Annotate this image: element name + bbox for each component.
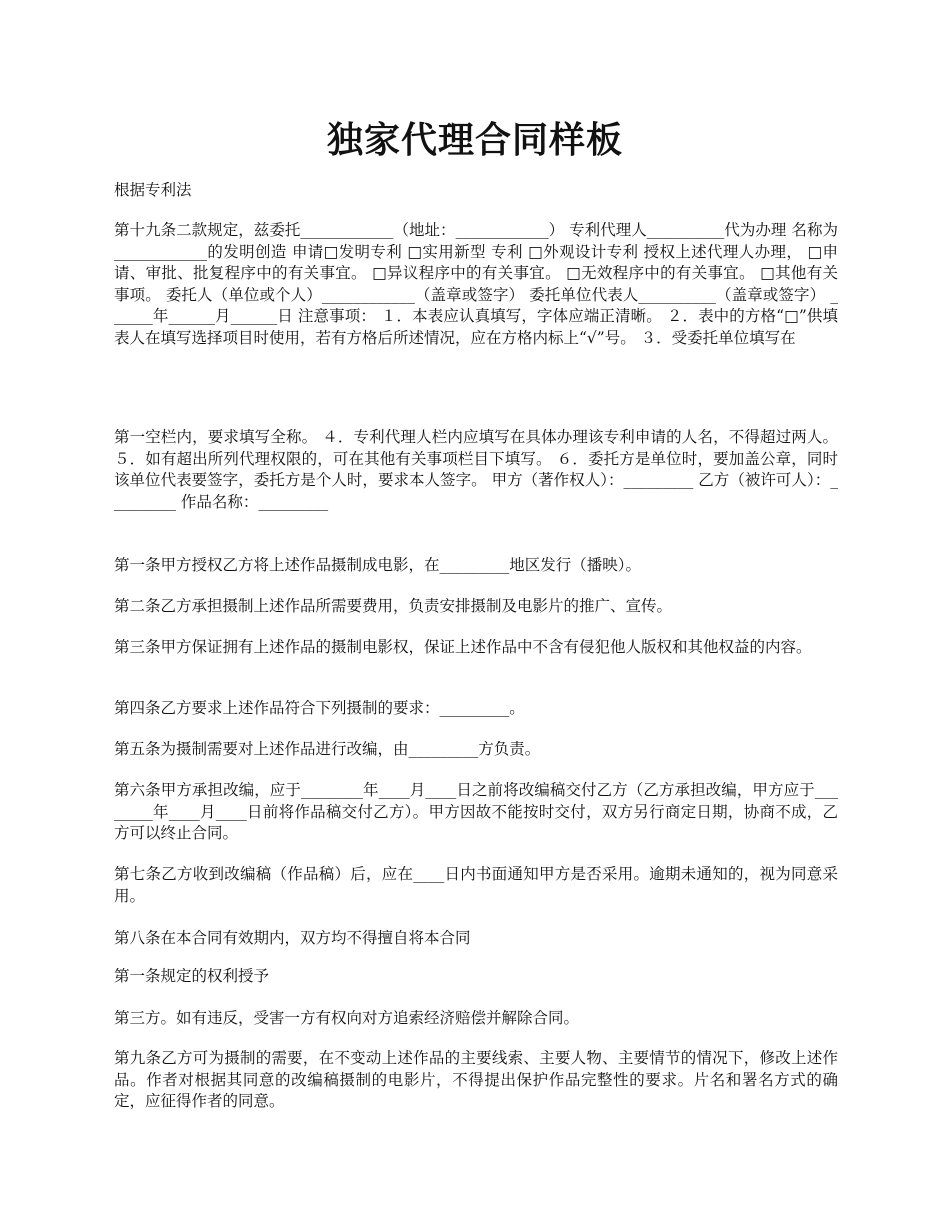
- paragraph-article-2: 第二条乙方承担摄制上述作品所需要费用，负责安排摄制及电影片的推广、宣传。: [114, 597, 673, 615]
- document-title: 独家代理合同样板: [326, 120, 623, 161]
- paragraph-article-8-cont: 第一条规定的权利授予: [114, 967, 270, 985]
- paragraph-intro: 根据专利法: [114, 181, 192, 199]
- paragraph-article-8-end: 第三方。如有违反，受害一方有权向对方追索经济赔偿并解除合同。: [114, 1009, 580, 1027]
- paragraph-article-3: 第三条甲方保证拥有上述作品的摄制电影权，保证上述作品中不含有侵犯他人版权和其他权益的内容。: [114, 638, 812, 656]
- paragraph-article-6: 第六条甲方承担改编，应于________年____月____日之前将改编稿交付乙方（乙方承担改编，甲方应于________年____月____日前将作品稿交付乙方）。甲方因故不能按时交付，双方另行商定日期，协商不成，乙方可以终止合同。: [114, 781, 838, 842]
- paragraph-article-8: 第八条在本合同有效期内，双方均不得擅自将本合同: [114, 929, 471, 947]
- paragraph-article-5: 第五条为摄制需要对上述作品进行改编，由_________方负责。: [114, 740, 541, 758]
- paragraph-article-7: 第七条乙方收到改编稿（作品稿）后，应在____日内书面通知甲方是否采用。逾期未通知的，视为同意采用。: [114, 865, 838, 905]
- paragraph-article-1: 第一条甲方授权乙方将上述作品摄制成电影，在_________地区发行（播映）。: [114, 556, 642, 574]
- paragraph-article-4: 第四条乙方要求上述作品符合下列摄制的要求：_________。: [114, 699, 525, 717]
- paragraph-power-of-attorney: 第十九条二款规定，兹委托____________（地址：____________） 专利代理人__________代为办理 名称为____________的发明创造 申请□发明专利 □实用新型 专利 □外观设计专利 授权上述代理人办理， □申请、审批、批复程序中的有关事宜。 □异议程序中的有关事宜。 □无效程序中的有关事宜。 □其他有关事项。 委托人（单位或个人）____________（盖章或签字） 委托单位代表人__________（盖章或签字） ______年______月______日 注意事项： １．本表应认真填写，字体应端正清晰。 ２．表中的方格“□”供填表人在填写选择项目时使用，若有方格后所述情况，应在方格内标上“√”号。 ３．受委托单位填写在: [114, 221, 838, 347]
- paragraph-article-9: 第九条乙方可为摄制的需要，在不变动上述作品的主要线索、主要人物、主要情节的情况下，修改上述作品。作者对根据其同意的改编稿摄制的电影片，不得提出保护作品完整性的要求。片名和署名方式的确定，应征得作者的同意。: [114, 1049, 838, 1110]
- paragraph-notes-continued: 第一空栏内，要求填写全称。 ４．专利代理人栏内应填写在具体办理该专利申请的人名，不得超过两人。 ５．如有超出所列代理权限的，可在其他有关事项栏目下填写。 ６．委托方是单位时，要加盖公章，同时该单位代表要签字，委托方是个人时，要求本人签字。 甲方（著作权人）：_________ 乙方（被许可人）：_________ 作品名称：_________: [114, 428, 838, 511]
